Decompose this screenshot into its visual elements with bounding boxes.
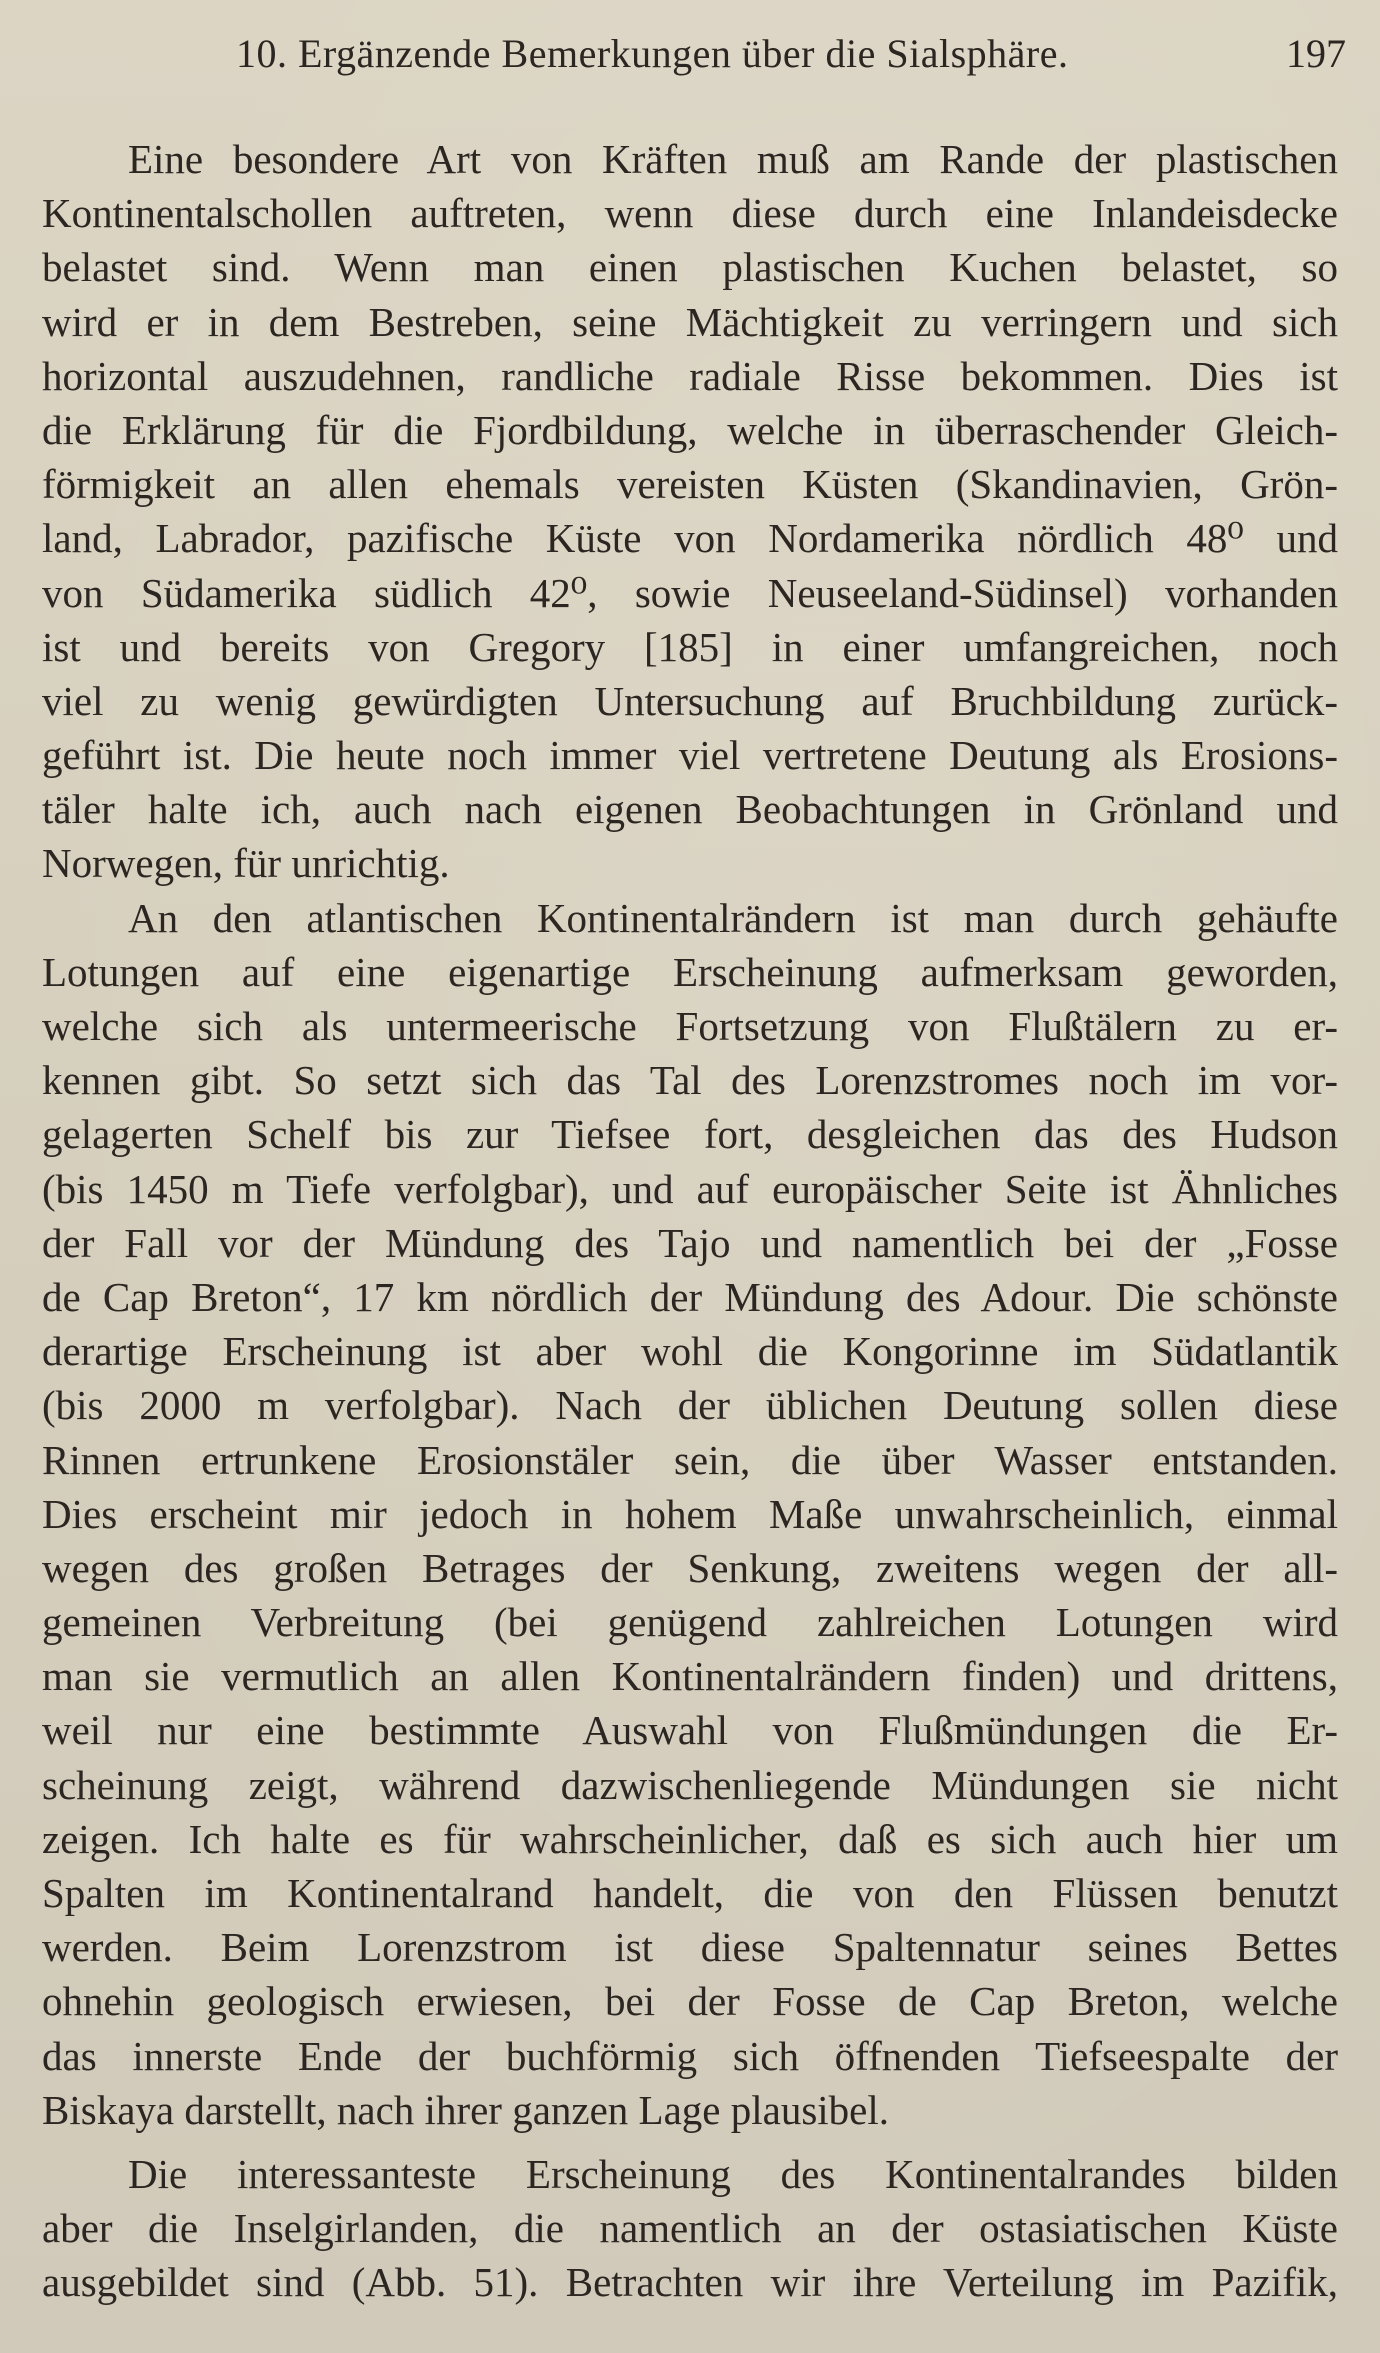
text-line: (bis 2000 m verfolgbar). Nach der üblichen Deutung sollen diese [42,1382,1338,1429]
text-line: man sie vermutlich an allen Kontinentalrändern finden) und drittens, [42,1653,1338,1700]
text-line: zeigen. Ich halte es für wahrscheinlicher, daß es sich auch hier um [42,1815,1338,1862]
text-line: von Südamerika südlich 42⁰, sowie Neuseeland-Südinsel) vorhanden [42,569,1338,616]
text-line: derartige Erscheinung ist aber wohl die Kongorinne im Südatlantik [42,1328,1338,1375]
text-line: Eine besondere Art von Kräften muß am Rande der plastischen [128,136,1338,182]
text-line: täler halte ich, auch nach eigenen Beobachtungen in Grönland und [42,786,1338,833]
text-line: Rinnen ertrunkene Erosionstäler sein, die über Wasser entstanden. [42,1436,1338,1483]
text-line: ohnehin geologisch erwiesen, bei der Fosse de Cap Breton, welche [42,1978,1338,2025]
text-line: land, Labrador, pazifische Küste von Nordamerika nördlich 48⁰ und [42,515,1338,562]
text-line: werden. Beim Lorenzstrom ist diese Spaltennatur seines Bettes [42,1924,1338,1971]
text-line: weil nur eine bestimmte Auswahl von Flußmündungen die Er- [42,1707,1338,1754]
text-line: gelagerten Schelf bis zur Tiefsee fort, desgleichen das des Hudson [42,1111,1338,1158]
text-line: wegen des großen Betrages der Senkung, zweitens wegen der all- [42,1544,1338,1591]
text-line: gemeinen Verbreitung (bei genügend zahlreichen Lotungen wird [42,1599,1338,1646]
text-line: ist und bereits von Gregory [185] in einer umfangreichen, noch [42,623,1338,670]
text-line: Die interessanteste Erscheinung des Kontinentalrandes bilden [128,2150,1338,2197]
text-line: aber die Inselgirlanden, die namentlich an der ostasiatischen Küste [42,2205,1338,2252]
body-text [42,132,1338,2310]
text-line: horizontal auszudehnen, randliche radiale Risse bekommen. Dies ist [42,352,1338,399]
text-line: Kontinentalschollen auftreten, wenn diese durch eine Inlandeisdecke [42,190,1338,237]
text-line: An den atlantischen Kontinentalrändern ist man durch gehäufte [128,894,1338,941]
text-line: kennen gibt. So setzt sich das Tal des Lorenzstromes noch im vor- [42,1057,1338,1104]
text-line: Norwegen, für unrichtig. [42,840,450,887]
text-line: Dies erscheint mir jedoch in hohem Maße unwahrscheinlich, einmal [42,1490,1338,1537]
text-line: geführt ist. Die heute noch immer viel vertretene Deutung als Erosions- [42,732,1338,779]
text-line: Biskaya darstellt, nach ihrer ganzen Lage plausibel. [42,2086,890,2133]
paragraph [42,891,1338,2137]
text-line: die Erklärung für die Fjordbildung, welche in überraschender Gleich- [42,406,1338,453]
text-line: der Fall vor der Mündung des Tajo und namentlich bei der „Fosse [42,1219,1338,1266]
text-line: ausgebildet sind (Abb. 51). Betrachten wir ihre Verteilung im Pazifik, [42,2259,1338,2306]
page-number: 197 [1286,31,1346,76]
paragraph [42,132,1338,891]
chapter-title: 10. Ergänzende Bemerkungen über die Sialsphäre. [236,31,1069,76]
text-line: de Cap Breton“, 17 km nördlich der Mündung des Adour. Die schönste [42,1273,1338,1320]
text-line: Spalten im Kontinentalrand handelt, die von den Flüssen benutzt [42,1870,1338,1916]
text-line: viel zu wenig gewürdigten Untersuchung auf Bruchbildung zurück- [42,677,1338,724]
text-line: belastet sind. Wenn man einen plastischen Kuchen belastet, so [42,244,1338,291]
text-line: scheinung zeigt, während dazwischenliegende Mündungen sie nicht [42,1761,1338,1808]
running-head [236,28,1346,80]
text-line: welche sich als untermeerische Fortsetzung von Flußtälern zu er- [42,1003,1338,1049]
text-line: wird er in dem Bestreben, seine Mächtigkeit zu verringern und sich [42,298,1338,345]
text-line: das innerste Ende der buchförmig sich öffnenden Tiefseespalte der [42,2032,1338,2079]
text-line: (bis 1450 m Tiefe verfolgbar), und auf europäischer Seite ist Ähnliches [42,1165,1338,1212]
paragraph [42,2147,1338,2310]
text-line: förmigkeit an allen ehemals vereisten Küsten (Skandinavien, Grön- [42,461,1338,508]
text-line: Lotungen auf eine eigenartige Erscheinung aufmerksam geworden, [42,948,1338,995]
